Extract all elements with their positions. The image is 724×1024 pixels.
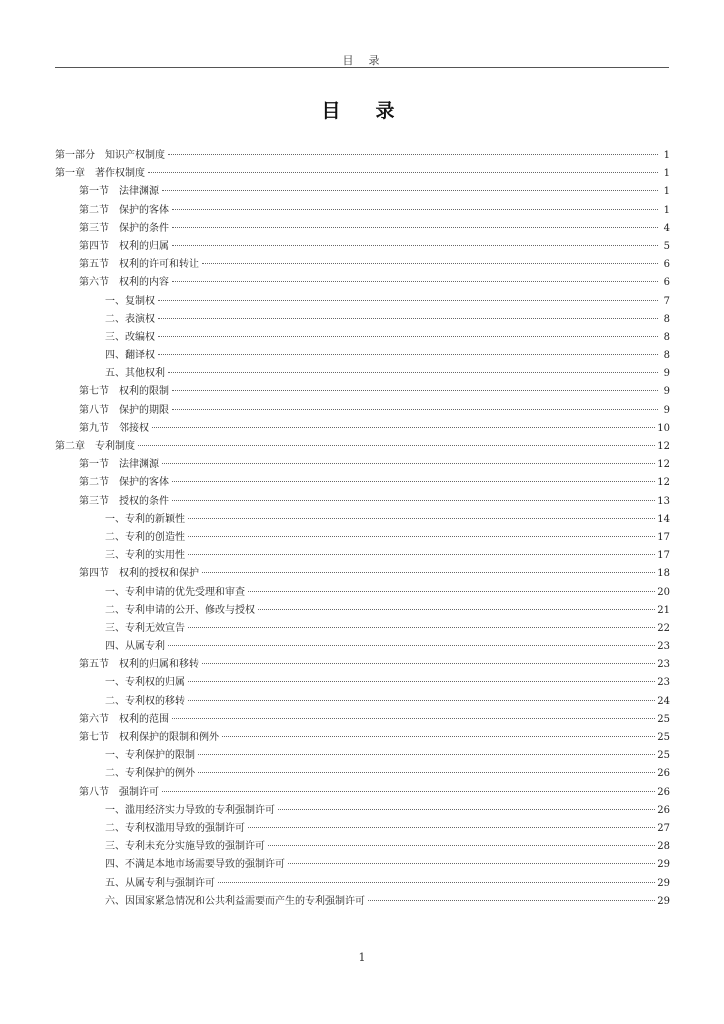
toc-entry[interactable] [55,602,670,620]
toc-entry-label: 二、专利权滥用导致的强制许可 [105,822,245,834]
toc-entry-page: 9 [663,368,670,380]
dot-leader [188,681,655,682]
dot-leader [188,554,655,555]
toc-entry-label: 一、专利保护的限制 [105,750,195,762]
toc-entry-page: 18 [657,568,670,580]
dot-leader [278,809,655,810]
dot-leader [158,318,658,319]
toc-entry[interactable] [55,529,670,547]
toc-entry-page: 20 [657,586,670,598]
toc-entry-label: 六、因国家紧急情况和公共利益需要而产生的专利强制许可 [105,895,365,907]
toc-entry-page: 6 [663,277,670,289]
toc-entry-label: 第七节 权利的限制 [79,386,169,398]
toc-entry-page: 23 [657,659,670,671]
toc-entry-label: 第三节 保护的条件 [79,222,169,234]
dot-leader [172,718,655,719]
toc-entry[interactable] [55,784,670,802]
dot-leader [202,572,655,573]
toc-entry-page: 23 [657,677,670,689]
toc-entry-page: 21 [657,604,670,616]
dot-leader [248,591,655,592]
toc-entry[interactable] [55,183,670,201]
toc-entry-page: 6 [663,259,670,271]
dot-leader [172,209,658,210]
toc-entry-page: 8 [663,350,670,362]
toc-entry[interactable] [55,547,670,565]
toc-entry[interactable] [55,165,670,183]
toc-entry-label: 第六节 权利的内容 [79,277,169,289]
toc-entry-page: 26 [657,768,670,780]
toc-entry[interactable] [55,311,670,329]
toc-entry-label: 五、其他权利 [105,368,165,380]
dot-leader [158,354,658,355]
dot-leader [188,627,655,628]
toc-entry[interactable] [55,438,670,456]
toc-entry-page: 8 [663,313,670,325]
toc-entry-page: 13 [657,495,670,507]
dot-leader [288,863,655,864]
toc-entry[interactable] [55,220,670,238]
toc-entry-page: 28 [657,841,670,853]
toc-entry-page: 9 [663,386,670,398]
toc-entry-page: 5 [663,240,670,252]
toc-entry[interactable] [55,584,670,602]
toc-entry-page: 29 [657,877,670,889]
toc-entry[interactable] [55,511,670,529]
toc-entry-page: 24 [657,695,670,707]
toc-entry[interactable] [55,274,670,292]
toc-entry-label: 第一节 法律渊源 [79,459,159,471]
dot-leader [172,245,658,246]
toc-entry-label: 四、从属专利 [105,641,165,653]
dot-leader [188,536,655,537]
toc-entry-label: 第七节 权利保护的限制和例外 [79,732,219,743]
dot-leader [198,772,655,773]
toc-entry[interactable] [55,293,670,311]
dot-leader [198,754,655,755]
dot-leader [168,154,658,155]
toc-entry[interactable] [55,456,670,474]
toc-entry[interactable] [55,420,670,438]
dot-leader [172,500,655,501]
table-of-contents [55,147,670,911]
dot-leader [218,882,655,883]
toc-entry-page: 7 [663,295,670,307]
toc-entry-page: 17 [657,531,670,543]
toc-entry-page: 25 [657,750,670,762]
toc-entry-label: 一、专利申请的优先受理和审查 [105,586,245,598]
toc-entry[interactable] [55,347,670,365]
toc-entry[interactable] [55,674,670,692]
toc-entry[interactable] [55,474,670,492]
dot-leader [248,827,655,828]
dot-leader [162,791,655,792]
toc-entry[interactable] [55,765,670,783]
dot-leader [368,900,655,901]
toc-entry-label: 三、专利无效宣告 [105,622,185,634]
toc-entry-page: 4 [663,222,670,234]
toc-entry-label: 第八节 保护的期限 [79,404,169,416]
dot-leader [138,445,655,446]
toc-entry[interactable] [55,256,670,274]
toc-entry[interactable] [55,383,670,401]
toc-entry-page: 17 [657,550,670,562]
toc-entry-label: 二、专利权的移转 [105,695,185,707]
toc-entry-label: 一、滥用经济实力导致的专利强制许可 [105,804,275,816]
page-title: 目 录 [321,100,403,122]
dot-leader [188,700,655,701]
toc-entry-label: 四、不满足本地市场需要导致的强制许可 [105,859,285,871]
toc-entry[interactable] [55,802,670,820]
toc-entry[interactable] [55,747,670,765]
page-number: 1 [358,951,366,964]
toc-entry-page: 10 [657,422,670,434]
toc-entry-label: 第九节 邻接权 [79,422,149,434]
toc-entry[interactable] [55,693,670,711]
toc-entry-label: 二、专利申请的公开、修改与授权 [105,604,255,616]
toc-entry-page: 1 [663,204,670,216]
toc-entry-label: 第八节 强制许可 [79,786,159,798]
toc-entry-page: 26 [657,786,670,798]
toc-entry[interactable] [55,620,670,638]
toc-entry-label: 五、从属专利与强制许可 [105,877,215,889]
toc-entry-page: 8 [663,331,670,343]
toc-entry-page: 1 [663,168,670,180]
toc-entry-label: 第二节 保护的客体 [79,204,169,216]
toc-entry[interactable] [55,856,670,874]
toc-entry-label: 第二章 专利制度 [55,441,135,452]
toc-entry[interactable] [55,729,670,747]
toc-entry-page: 23 [657,641,670,653]
toc-entry[interactable] [55,402,670,420]
dot-leader [172,390,658,391]
toc-entry-label: 二、专利保护的例外 [105,768,195,780]
toc-entry-label: 第三节 授权的条件 [79,495,169,507]
toc-entry[interactable] [55,493,670,511]
toc-entry[interactable] [55,565,670,583]
dot-leader [172,281,658,282]
dot-leader [202,663,655,664]
dot-leader [158,336,658,337]
toc-entry-page: 9 [663,404,670,416]
toc-entry-label: 三、专利的实用性 [105,550,185,562]
dot-leader [172,409,658,410]
dot-leader [222,736,655,737]
toc-entry-page: 25 [657,732,670,743]
header-divider [55,67,669,68]
toc-entry[interactable] [55,820,670,838]
toc-entry-label: 第一章 著作权制度 [55,168,145,180]
dot-leader [152,427,655,428]
toc-entry-page: 22 [657,622,670,634]
dot-leader [202,263,658,264]
dot-leader [162,463,655,464]
toc-entry-page: 1 [663,150,670,161]
toc-entry-label: 一、专利的新颖性 [105,513,185,525]
toc-entry-page: 27 [657,822,670,834]
toc-entry-label: 第四节 权利的归属 [79,240,169,252]
toc-entry-page: 12 [657,459,670,471]
toc-entry[interactable] [55,893,670,911]
toc-entry-page: 25 [657,713,670,725]
toc-entry[interactable] [55,838,670,856]
toc-entry-label: 二、表演权 [105,313,155,325]
toc-entry-label: 第一节 法律渊源 [79,186,159,198]
dot-leader [168,645,655,646]
toc-entry-page: 12 [657,441,670,452]
toc-entry-label: 三、专利未充分实施导致的强制许可 [105,841,265,853]
header-text: 目 录 [342,54,382,67]
toc-entry[interactable] [55,238,670,256]
toc-entry[interactable] [55,656,670,674]
toc-entry-label: 第四节 权利的授权和保护 [79,568,199,580]
toc-entry-label: 第五节 权利的归属和移转 [79,659,199,671]
dot-leader [162,190,658,191]
dot-leader [168,372,658,373]
toc-entry[interactable] [55,638,670,656]
dot-leader [188,518,655,519]
toc-entry-label: 第一部分 知识产权制度 [55,150,165,161]
toc-entry-page: 29 [657,895,670,907]
toc-entry-page: 12 [657,477,670,489]
toc-entry-label: 第二节 保护的客体 [79,477,169,489]
toc-entry[interactable] [55,202,670,220]
dot-leader [148,172,658,173]
toc-entry-label: 四、翻译权 [105,350,155,362]
dot-leader [172,227,658,228]
toc-entry[interactable] [55,365,670,383]
toc-entry[interactable] [55,147,670,165]
toc-entry-label: 二、专利的创造性 [105,531,185,543]
toc-entry[interactable] [55,875,670,893]
toc-entry-label: 第五节 权利的许可和转让 [79,259,199,271]
toc-entry[interactable] [55,329,670,347]
toc-entry-label: 一、复制权 [105,295,155,307]
toc-entry-page: 29 [657,859,670,871]
dot-leader [268,845,655,846]
toc-entry-page: 14 [657,513,670,525]
dot-leader [158,300,658,301]
toc-entry-page: 1 [663,186,670,198]
toc-entry-label: 三、改编权 [105,331,155,343]
toc-entry-label: 第六节 权利的范围 [79,713,169,725]
toc-entry[interactable] [55,711,670,729]
dot-leader [172,481,655,482]
toc-entry-page: 26 [657,804,670,816]
dot-leader [258,609,655,610]
toc-entry-label: 一、专利权的归属 [105,677,185,689]
